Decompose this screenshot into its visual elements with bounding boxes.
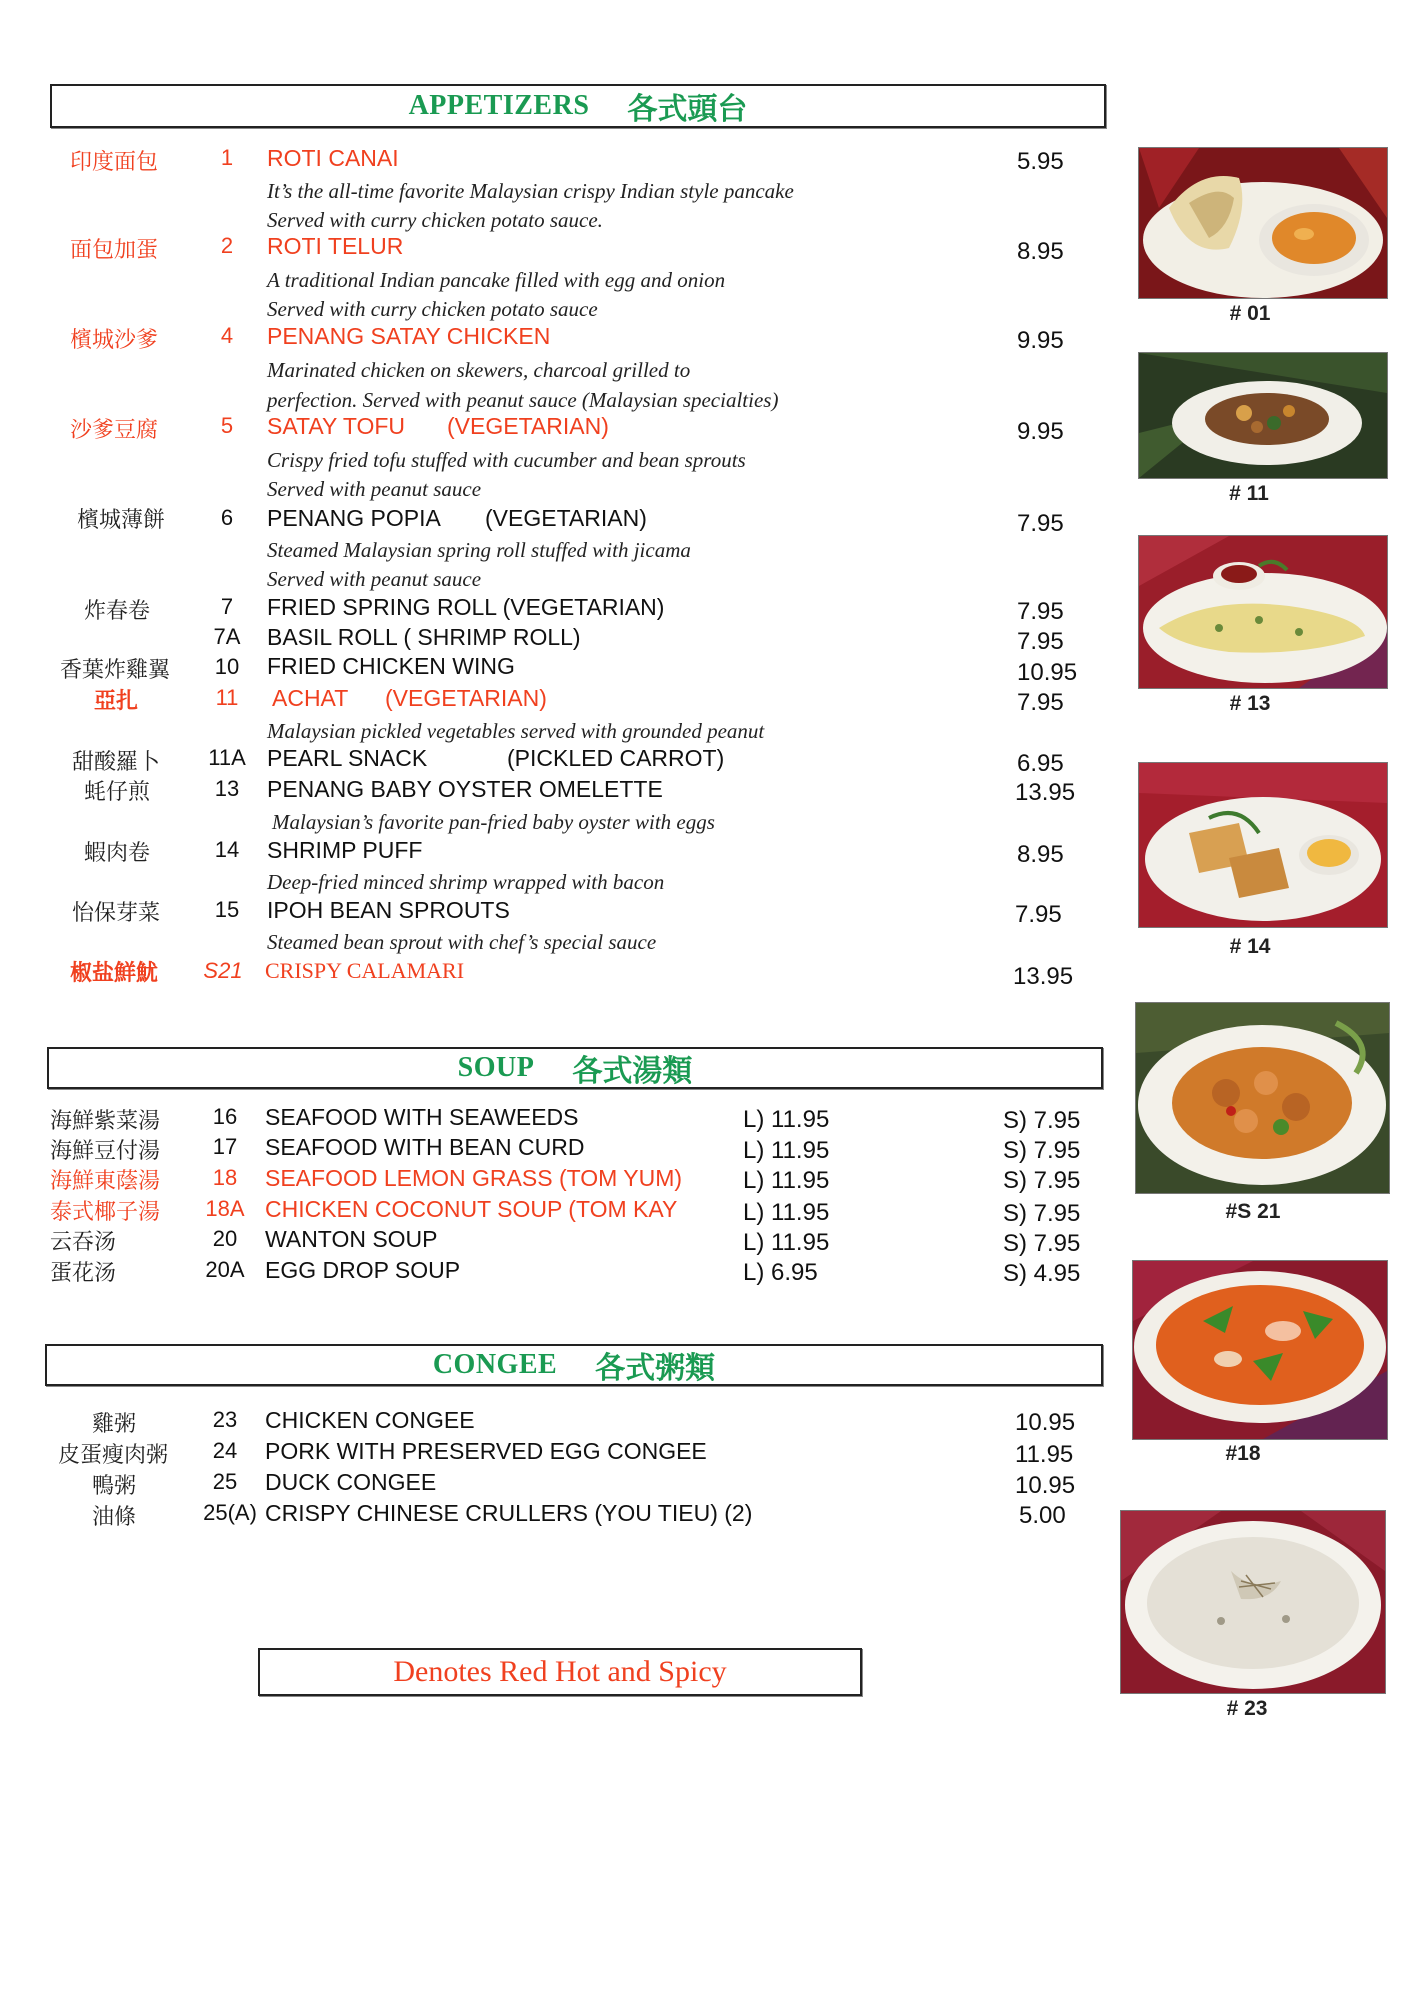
item-price-small: S) 7.95 — [1003, 1107, 1081, 1134]
item-price: 10.95 — [1017, 659, 1078, 686]
item-zh-name: 皮蛋瘦肉粥 — [58, 1443, 169, 1468]
item-number: 20A — [205, 1257, 245, 1282]
item-description: Malaysian’s favorite pan-fried baby oyster with eggs — [272, 810, 715, 834]
item-name: CRISPY CALAMARI — [265, 958, 465, 983]
item-description: It’s the all-time favorite Malaysian crispy Indian style pancake — [267, 179, 794, 203]
item-zh-name: 亞扎 — [94, 689, 139, 714]
shrimp-puff-photo — [1138, 762, 1388, 928]
item-name: FRIED SPRING ROLL (VEGETARIAN) — [267, 594, 665, 620]
item-name: PEARL SNACK — [267, 745, 428, 771]
item-name: PENANG BABY OYSTER OMELETTE — [267, 776, 663, 802]
item-price: 8.95 — [1017, 238, 1064, 265]
item-name: BASIL ROLL ( SHRIMP ROLL) — [267, 624, 581, 650]
item-number: 18A — [205, 1196, 245, 1221]
photo-caption: # 14 — [1229, 935, 1271, 958]
oyster-omelette-photo — [1138, 535, 1388, 689]
appetizers-title-en: APPETIZERS — [408, 90, 590, 121]
item-number: S21 — [203, 958, 243, 983]
item-zh-name: 炸春卷 — [84, 599, 151, 624]
item-zh-name: 椒盐鮮魷 — [70, 961, 159, 986]
item-price-small: S) 7.95 — [1003, 1230, 1081, 1257]
item-description: A traditional Indian pancake filled with egg and onion — [267, 268, 726, 292]
item-zh-name: 蚝仔煎 — [84, 780, 151, 805]
item-description: Steamed bean sprout with chef’s special sauce — [267, 930, 657, 954]
item-price-small: S) 7.95 — [1003, 1167, 1081, 1194]
item-name: CHICKEN COCONUT SOUP (TOM KAY — [265, 1196, 678, 1222]
item-name: EGG DROP SOUP — [265, 1257, 461, 1283]
roti-canai-photo — [1138, 147, 1388, 299]
item-description: Crispy fried tofu stuffed with cucumber and bean sprouts — [267, 448, 746, 472]
congee-title-zh: 各式粥類 — [595, 1351, 716, 1386]
item-description: Deep-fried minced shrimp wrapped with bacon — [267, 870, 665, 894]
item-price-large: L) 11.95 — [743, 1229, 830, 1256]
item-zh-name: 油條 — [92, 1505, 137, 1530]
item-description: perfection. Served with peanut sauce (Malaysian specialties) — [267, 388, 779, 412]
item-zh-name: 雞粥 — [92, 1412, 137, 1437]
item-name-tag: (PICKLED CARROT) — [507, 745, 725, 771]
photo-caption: # 23 — [1226, 1697, 1268, 1720]
item-price-large: L) 11.95 — [743, 1167, 830, 1194]
item-number: 18 — [212, 1165, 238, 1190]
item-zh-name: 檳城沙爹 — [70, 328, 159, 353]
item-name-tag: (VEGETARIAN) — [385, 685, 547, 711]
item-name: FRIED CHICKEN WING — [267, 653, 515, 679]
soup-header — [47, 1047, 1103, 1089]
item-price: 7.95 — [1015, 901, 1062, 928]
item-number: 14 — [214, 837, 240, 862]
spicy-legend — [258, 1648, 862, 1696]
photo-caption: # 11 — [1229, 482, 1269, 505]
photo-caption: #S 21 — [1225, 1200, 1281, 1223]
item-number: 4 — [220, 323, 234, 348]
achat-photo — [1138, 352, 1388, 479]
item-price: 8.95 — [1017, 841, 1064, 868]
item-price: 9.95 — [1017, 418, 1064, 445]
item-zh-name: 香葉炸雞翼 — [60, 658, 171, 683]
item-name: SEAFOOD WITH SEAWEEDS — [265, 1104, 579, 1130]
item-name: ACHAT — [272, 685, 349, 711]
item-price-small: S) 4.95 — [1003, 1260, 1081, 1287]
item-name-tag: (VEGETARIAN) — [447, 413, 609, 439]
item-zh-name: 云吞汤 — [50, 1230, 117, 1255]
chicken-congee-photo — [1120, 1510, 1386, 1694]
item-price: 11.95 — [1015, 1441, 1074, 1468]
item-price: 10.95 — [1015, 1472, 1076, 1499]
item-name-tag: (VEGETARIAN) — [485, 505, 647, 531]
item-number: 5 — [220, 413, 234, 438]
item-price: 7.95 — [1017, 598, 1064, 625]
item-name: IPOH BEAN SPROUTS — [267, 897, 510, 923]
item-number: 7A — [213, 624, 241, 649]
item-name: ROTI CANAI — [267, 145, 399, 171]
item-number: 17 — [212, 1134, 238, 1159]
item-description: Served with peanut sauce — [267, 477, 482, 501]
item-number: 24 — [212, 1438, 238, 1463]
item-number: 10 — [214, 654, 240, 679]
item-name: PORK WITH PRESERVED EGG CONGEE — [265, 1438, 707, 1464]
item-description: Served with curry chicken potato sauce — [267, 297, 598, 321]
item-number: 25 — [212, 1469, 238, 1494]
item-name: CHICKEN CONGEE — [265, 1407, 475, 1433]
item-name: WANTON SOUP — [265, 1226, 438, 1252]
photo-caption: # 13 — [1229, 692, 1271, 715]
item-name: SEAFOOD WITH BEAN CURD — [265, 1134, 585, 1160]
item-zh-name: 印度面包 — [70, 150, 159, 175]
photo-caption: # 01 — [1229, 302, 1271, 325]
item-zh-name: 蝦肉卷 — [84, 841, 151, 866]
congee-header — [45, 1344, 1103, 1386]
item-description: Steamed Malaysian spring roll stuffed with jicama — [267, 538, 691, 562]
item-number: 25(A) — [203, 1500, 257, 1525]
item-name: SATAY TOFU — [267, 413, 406, 439]
item-name: SEAFOOD LEMON GRASS (TOM YUM) — [265, 1165, 683, 1191]
item-price: 13.95 — [1015, 779, 1076, 806]
item-zh-name: 沙爹豆腐 — [70, 418, 159, 443]
item-price: 6.95 — [1017, 750, 1064, 777]
item-price-large: L) 11.95 — [743, 1137, 830, 1164]
item-zh-name: 甜酸羅卜 — [72, 750, 161, 775]
item-price-large: L) 6.95 — [743, 1259, 818, 1286]
item-price: 10.95 — [1015, 1409, 1076, 1436]
item-zh-name: 泰式椰子湯 — [50, 1200, 161, 1225]
item-price: 9.95 — [1017, 327, 1064, 354]
item-price: 7.95 — [1017, 510, 1064, 537]
item-price: 5.95 — [1017, 148, 1064, 175]
item-zh-name: 海鮮紫菜湯 — [50, 1109, 161, 1134]
item-zh-name: 蛋花汤 — [50, 1261, 117, 1286]
item-name: ROTI TELUR — [267, 233, 404, 259]
appetizers-title-zh: 各式頭台 — [627, 92, 748, 127]
item-number: 20 — [212, 1226, 238, 1251]
item-zh-name: 海鮮東蔭湯 — [50, 1169, 161, 1194]
item-zh-name: 怡保芽菜 — [72, 901, 161, 926]
item-price: 13.95 — [1013, 963, 1074, 990]
item-description: Marinated chicken on skewers, charcoal grilled to — [267, 358, 691, 382]
item-number: 15 — [214, 897, 240, 922]
item-price-small: S) 7.95 — [1003, 1137, 1081, 1164]
item-description: Served with curry chicken potato sauce. — [267, 208, 603, 232]
item-price: 7.95 — [1017, 628, 1064, 655]
item-price: 7.95 — [1017, 689, 1064, 716]
item-number: 2 — [220, 233, 234, 258]
item-description: Served with peanut sauce — [267, 567, 482, 591]
item-price-large: L) 11.95 — [743, 1199, 830, 1226]
item-zh-name: 檳城薄餅 — [77, 508, 166, 533]
soup-title-zh: 各式湯類 — [572, 1054, 693, 1089]
item-number: 6 — [220, 505, 234, 530]
item-description: Malaysian pickled vegetables served with grounded peanut — [267, 719, 765, 743]
spicy-legend-text: Denotes Red Hot and Spicy — [393, 1655, 727, 1688]
item-name: PENANG SATAY CHICKEN — [267, 323, 551, 349]
item-number: 1 — [220, 145, 234, 170]
item-number: 13 — [214, 776, 240, 801]
item-name: CRISPY CHINESE CRULLERS (YOU TIEU) (2) — [265, 1500, 753, 1526]
tom-yum-photo — [1132, 1260, 1388, 1440]
item-price: 5.00 — [1019, 1502, 1066, 1529]
item-number: 16 — [212, 1104, 238, 1129]
photo-caption: #18 — [1225, 1442, 1261, 1465]
item-price-large: L) 11.95 — [743, 1106, 830, 1133]
item-zh-name: 海鮮豆付湯 — [50, 1139, 161, 1164]
item-number: 11 — [215, 685, 239, 710]
calamari-photo — [1135, 1002, 1390, 1194]
item-name: PENANG POPIA — [267, 505, 441, 531]
item-zh-name: 鴨粥 — [92, 1474, 137, 1499]
congee-title-en: CONGEE — [432, 1349, 558, 1380]
item-price-small: S) 7.95 — [1003, 1200, 1081, 1227]
item-name: DUCK CONGEE — [265, 1469, 437, 1495]
item-zh-name: 面包加蛋 — [70, 238, 159, 263]
item-number: 7 — [220, 594, 234, 619]
item-name: SHRIMP PUFF — [267, 837, 423, 863]
item-number: 11A — [208, 745, 246, 770]
appetizers-header — [50, 84, 1106, 128]
soup-title-en: SOUP — [457, 1052, 535, 1083]
item-number: 23 — [212, 1407, 238, 1432]
